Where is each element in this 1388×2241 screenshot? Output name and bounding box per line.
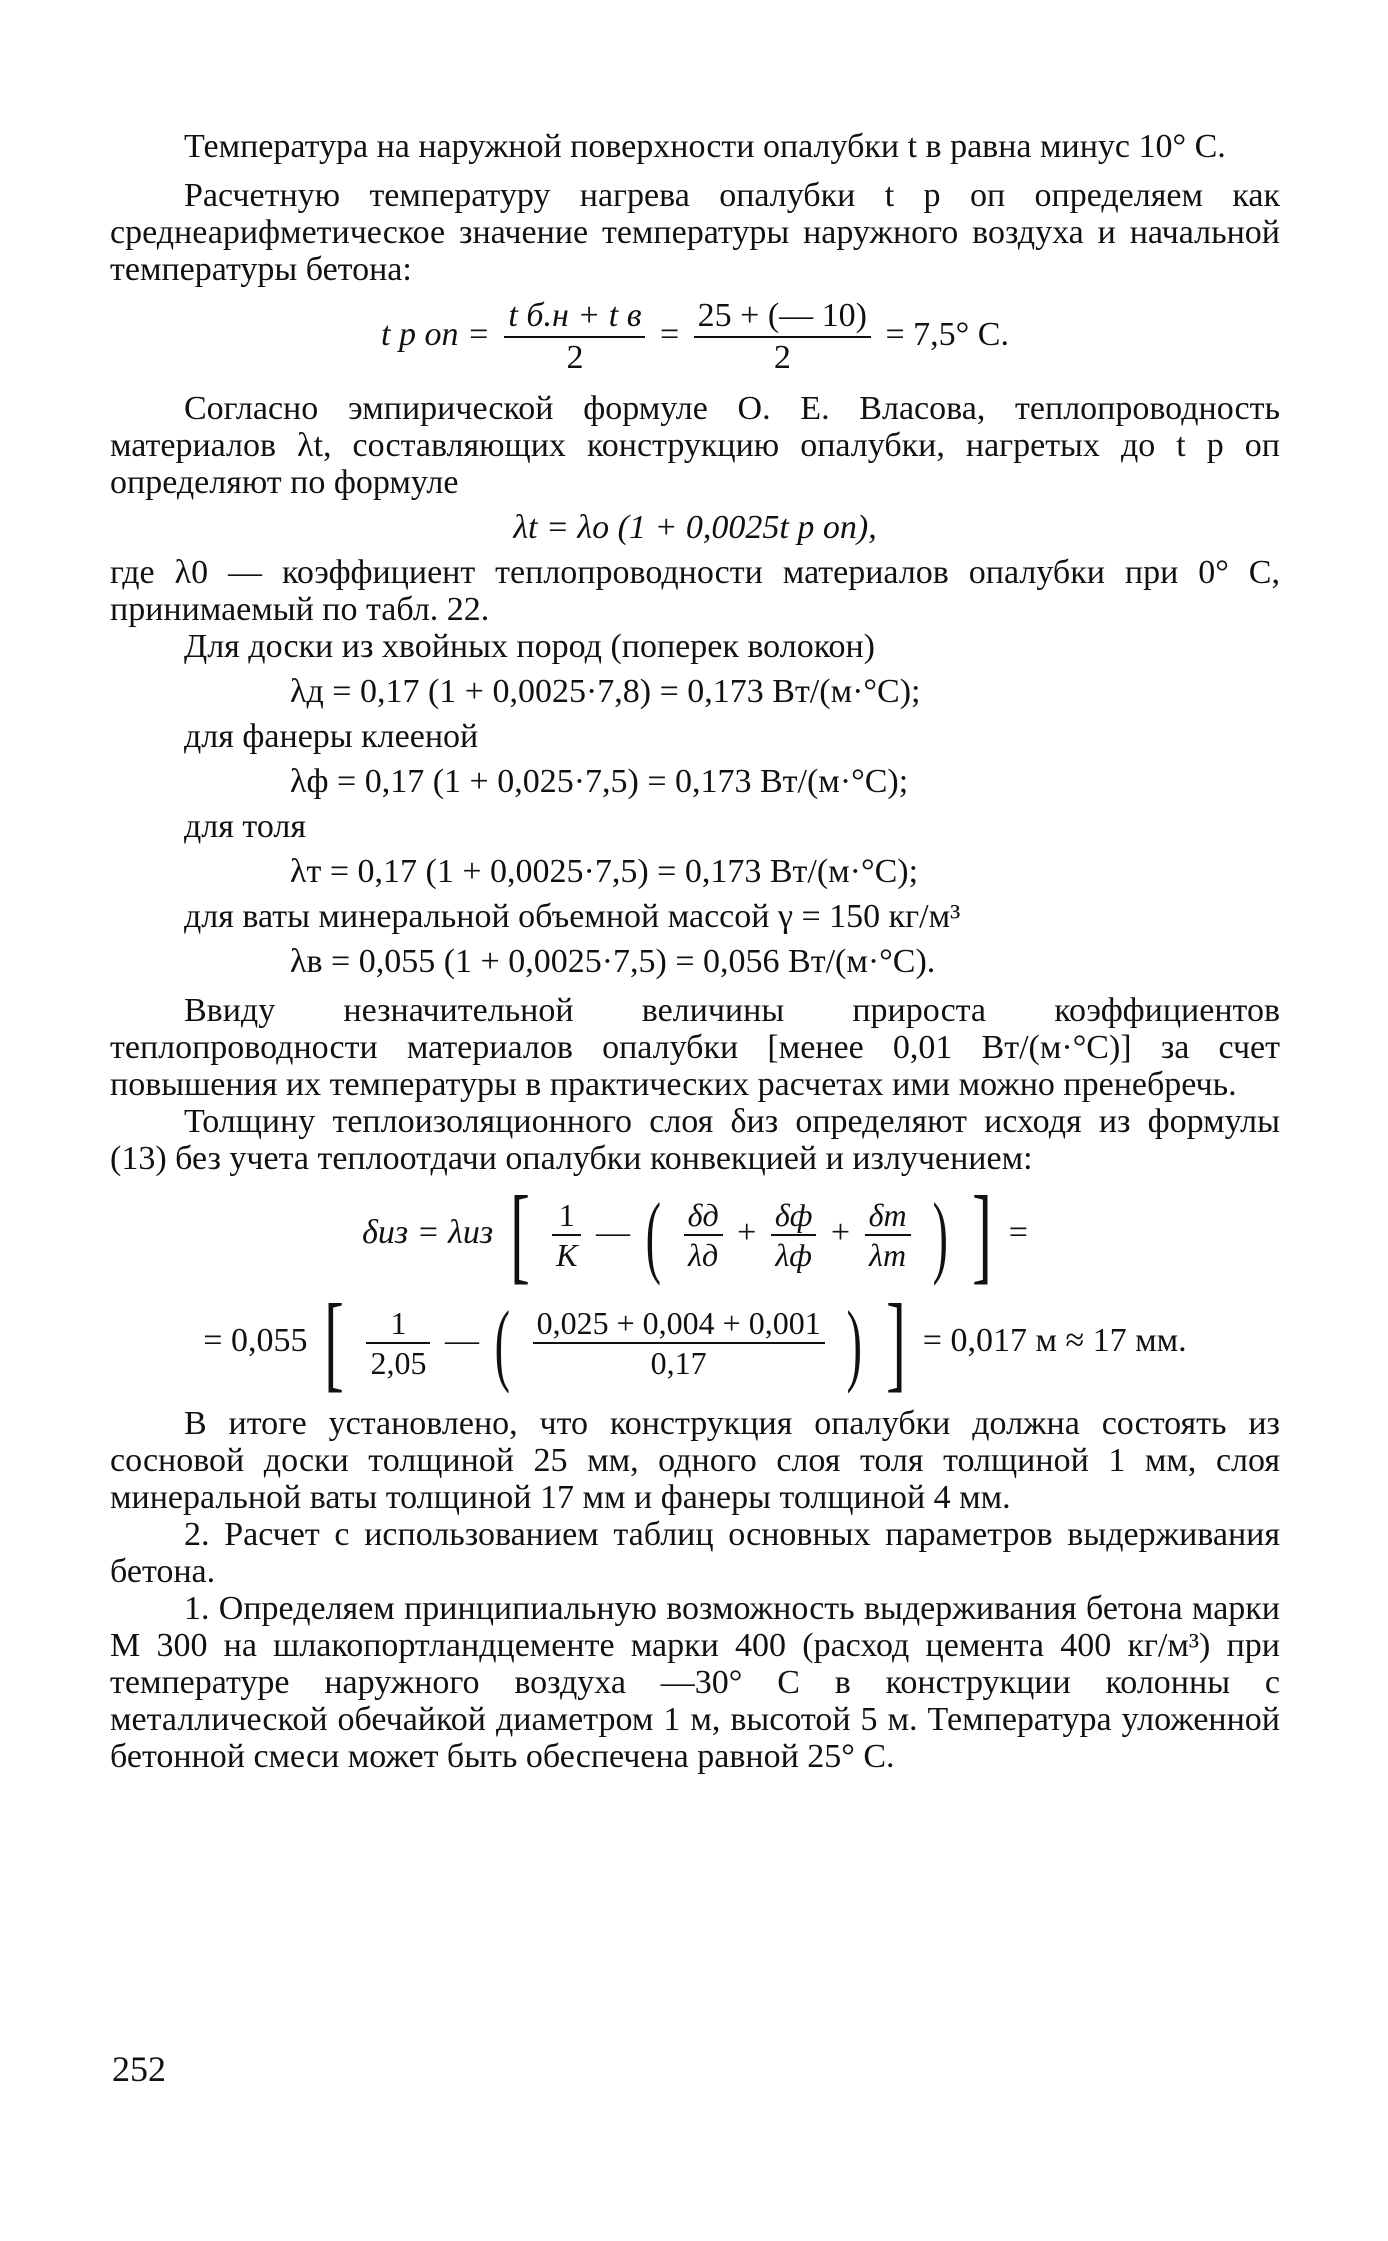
fraction-numeric [694, 296, 871, 378]
fraction-numerator: δф [771, 1196, 817, 1236]
fraction-symbolic [504, 296, 645, 378]
fraction-denominator: λт [869, 1237, 907, 1273]
paragraph-roofing-felt: для толя [184, 808, 306, 845]
paragraph-table-method: 2. Расчет с использованием таблиц основных параметров выдерживания бетона. [110, 1516, 1280, 1590]
formula-insulation-numeric [110, 1283, 1280, 1402]
paragraph-mineral-wool: для ваты минеральной объемной массой γ = 150 кг/м³ [184, 898, 961, 935]
paren-right: ) [846, 1292, 863, 1394]
operator-minus: — [444, 1321, 479, 1359]
paren-right: ) [932, 1184, 949, 1286]
formula-result: = 0,017 м ≈ 17 мм. [922, 1321, 1187, 1359]
paragraph-plywood: для фанеры клееной [184, 718, 479, 755]
fraction-1-over-205 [366, 1304, 430, 1382]
formula-equals: = [1008, 1213, 1028, 1251]
fraction-denominator: 2 [566, 339, 584, 376]
fraction-denominator: 0,17 [650, 1345, 707, 1381]
operator-plus: + [830, 1213, 851, 1251]
formula-lhs: t р оп = [381, 315, 490, 353]
page-number: 252 [112, 2049, 166, 2089]
paragraph-outer-temperature: Температура на наружной поверхности опалубки t в равна минус 10° С. [184, 128, 1226, 165]
formula-plywood-conductivity: λф = 0,17 (1 + 0,025·7,5) = 0,173 Вт/(м·°С); [290, 763, 909, 800]
fraction-numerator: δд [684, 1196, 723, 1236]
paren-left: ( [646, 1184, 662, 1286]
fraction-board [684, 1196, 723, 1274]
formula-conductivity: λt = λo (1 + 0,0025t р оп), [513, 509, 877, 546]
fraction-felt [865, 1196, 911, 1274]
operator-plus: + [737, 1213, 757, 1251]
formula-felt-conductivity: λт = 0,17 (1 + 0,0025·7,5) = 0,173 Вт/(м·°С); [290, 853, 919, 890]
fraction-1-over-k [552, 1196, 581, 1274]
paren-left: ( [495, 1292, 511, 1394]
paragraph-design-temperature: Расчетную температуру нагрева опалубки t р оп определяем как среднеарифметическое значение температуры наружного воздуха и начальной температуры бетона: [110, 177, 1280, 288]
fraction-numerator: t б.н + t в [504, 296, 645, 338]
paragraph-negligible-increase: Ввиду незначительной величины прироста коэффициентов теплопроводности материалов опалубки [менее 0,01 Вт/(м·°С)] за счет повышения их температуры в практических расчетах ими можно пренебречь. [110, 992, 1280, 1103]
formula-equals: = [659, 315, 680, 353]
fraction-numerator: δт [865, 1196, 911, 1236]
fraction-numerator: 25 + (— 10) [694, 296, 871, 338]
paragraph-step-1: 1. Определяем принципиальную возможность выдерживания бетона марки М 300 на шлакопортландцементе марки 400 (расход цемента 400 кг/м³) при температуре наружного воздуха —30° С в конструкции колонны с металлической обечайкой диаметром 1 м, высотой 5 м. Температура уложенной бетонной смеси может быть обеспечена равной 25° С. [110, 1590, 1280, 1775]
formula-lhs: = 0,055 [203, 1321, 308, 1359]
paragraph-softwood-board: Для доски из хвойных пород (поперек волокон) [184, 628, 876, 665]
fraction-layers-sum [533, 1304, 825, 1382]
fraction-denominator: λд [688, 1237, 719, 1273]
fraction-numerator: 1 [366, 1304, 430, 1344]
formula-board-conductivity: λд = 0,17 (1 + 0,0025·7,8) = 0,173 Вт/(м·°С); [290, 673, 921, 710]
bracket-right: ] [972, 1175, 993, 1294]
bracket-right: ] [886, 1283, 907, 1402]
paragraph-coefficient-definition: где λ0 — коэффициент теплопроводности материалов опалубки при 0° С, принимаемый по табл. 22. [110, 554, 1280, 628]
fraction-numerator: 1 [552, 1196, 581, 1236]
fraction-denominator: 2,05 [370, 1345, 427, 1381]
fraction-plywood [771, 1196, 817, 1274]
bracket-left: [ [324, 1283, 344, 1402]
formula-wool-conductivity: λв = 0,055 (1 + 0,0025·7,5) = 0,056 Вт/(м·°С). [290, 943, 936, 980]
formula-formwork-temperature [110, 296, 1280, 378]
paragraph-insulation-thickness: Толщину теплоизоляционного слоя δиз определяют исходя из формулы (13) без учета теплоотдачи опалубки конвекцией и излучением: [110, 1103, 1280, 1177]
fraction-denominator: K [556, 1237, 578, 1273]
operator-minus: — [595, 1213, 630, 1251]
fraction-denominator: λф [775, 1237, 812, 1273]
formula-lhs: δиз = λиз [362, 1213, 494, 1251]
formula-result: = 7,5° С. [885, 315, 1009, 353]
formula-insulation-symbolic [110, 1175, 1280, 1294]
bracket-left: [ [509, 1175, 530, 1294]
page-body [110, 128, 1280, 1775]
fraction-denominator: 2 [773, 339, 791, 376]
paragraph-construction-result: В итоге установлено, что конструкция опалубки должна состоять из сосновой доски толщиной 25 мм, одного слоя толя толщиной 1 мм, слоя минеральной ваты толщиной 17 мм и фанеры толщиной 4 мм. [110, 1405, 1280, 1516]
fraction-numerator: 0,025 + 0,004 + 0,001 [533, 1304, 825, 1344]
paragraph-vlasov-formula: Согласно эмпирической формуле О. Е. Власова, теплопроводность материалов λt, составляющих конструкцию опалубки, нагретых до t р оп определяют по формуле [110, 390, 1280, 501]
